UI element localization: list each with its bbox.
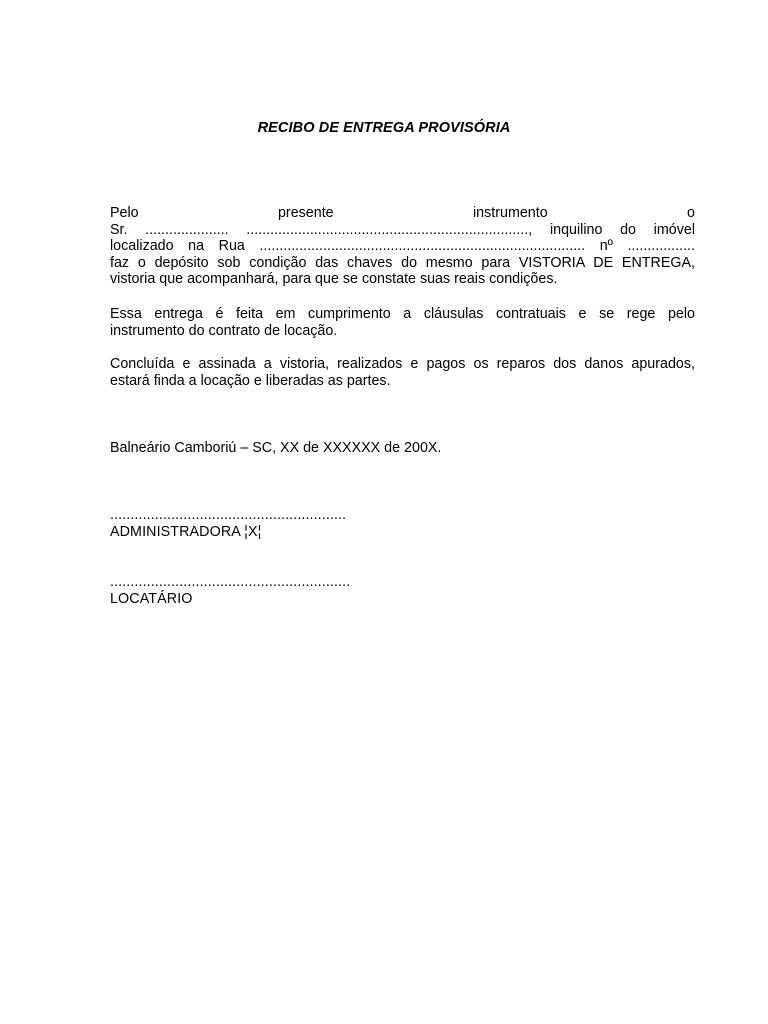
paragraph-line: localizado na Rua .................................................................................. nº .................: [110, 238, 695, 255]
signature-line: ..........................................................: [110, 507, 347, 523]
signature-block-administrator: [110, 507, 346, 540]
signature-label: LOCATÁRIO: [110, 590, 193, 607]
paragraph-line: vistoria que acompanhará, para que se constate suas reais condições.: [110, 271, 558, 288]
paragraph-line: estará finda a locação e liberadas as partes.: [110, 372, 391, 389]
document-title: RECIBO DE ENTREGA PROVISÓRIA: [257, 120, 511, 136]
paragraph-line: Concluída e assinada a vistoria, realizados e pagos os reparos dos danos apurados,: [110, 356, 695, 372]
signature-label: ADMINISTRADORA ¦X¦: [110, 523, 262, 540]
paragraph-line: Essa entrega é feita em cumprimento a cláusulas contratuais e se rege pelo: [110, 306, 695, 322]
paragraph-line: Pelo presente instrumento o: [110, 205, 695, 221]
paragraph-line: instrumento do contrato de locação.: [110, 322, 338, 339]
signature-block-tenant: [110, 574, 350, 607]
paragraph-line: Sr. ..................... ......................................................................., inquilino do imóvel: [110, 221, 695, 238]
signature-line: ...........................................................: [110, 574, 351, 590]
paragraph-contract-clauses: [110, 306, 695, 339]
place-and-date: Balneário Camboriú – SC, XX de XXXXXX de 200X.: [110, 440, 442, 456]
paragraph-inspection-conclusion: [110, 356, 695, 389]
paragraph-line: faz o depósito sob condição das chaves do mesmo para VISTORIA DE ENTREGA,: [110, 254, 695, 271]
paragraph-delivery-terms: [110, 205, 695, 288]
